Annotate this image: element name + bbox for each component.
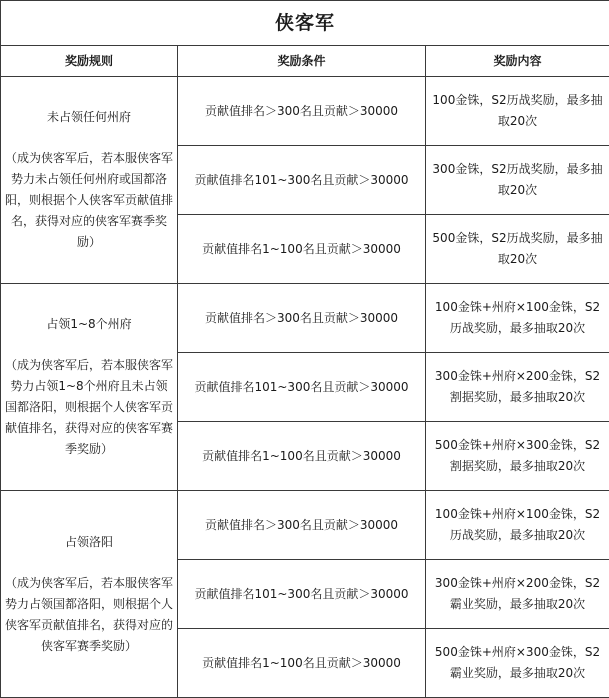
table-title: 侠客军: [1, 1, 609, 46]
reward-cell: 100金铢+州府×100金铢，S2历战奖励，最多抽取20次: [426, 284, 609, 353]
reward-cell: 100金铢，S2历战奖励，最多抽取20次: [426, 77, 609, 146]
reward-cell: 300金铢+州府×200金铢，S2霸业奖励，最多抽取20次: [426, 560, 609, 629]
condition-cell: 贡献值排名101~300名且贡献＞30000: [178, 353, 426, 422]
table-row: [1, 284, 609, 353]
reward-cell: 300金铢，S2历战奖励，最多抽取20次: [426, 146, 609, 215]
condition-cell: 贡献值排名1~100名且贡献＞30000: [178, 629, 426, 698]
rule-name: 占领洛阳: [5, 532, 173, 553]
rule-name: 未占领任何州府: [5, 107, 173, 128]
header-row: [1, 46, 609, 77]
rule-description: （成为侠客军后，若本服侠客军势力占领国都洛阳，则根据个人侠客军贡献值排名，获得对应的侠客军赛季奖励）: [5, 573, 173, 657]
condition-cell: 贡献值排名1~100名且贡献＞30000: [178, 422, 426, 491]
rule-description: （成为侠客军后，若本服侠客军势力占领1~8个州府且未占领国都洛阳，则根据个人侠客军贡献值排名，获得对应的侠客军赛季奖励）: [5, 355, 173, 460]
condition-cell: 贡献值排名＞300名且贡献＞30000: [178, 77, 426, 146]
condition-cell: 贡献值排名101~300名且贡献＞30000: [178, 146, 426, 215]
header-reward: 奖励内容: [426, 46, 609, 77]
reward-cell: 300金铢+州府×200金铢，S2割据奖励，最多抽取20次: [426, 353, 609, 422]
title-row: [1, 1, 609, 46]
reward-cell: 100金铢+州府×100金铢，S2历战奖励，最多抽取20次: [426, 491, 609, 560]
reward-cell: 500金铢+州府×300金铢，S2霸业奖励，最多抽取20次: [426, 629, 609, 698]
header-condition: 奖励条件: [178, 46, 426, 77]
reward-cell: 500金铢，S2历战奖励，最多抽取20次: [426, 215, 609, 284]
rule-description: （成为侠客军后，若本服侠客军势力未占领任何州府或国都洛阳，则根据个人侠客军贡献值排名，获得对应的侠客军赛季奖励）: [5, 148, 173, 253]
header-rule: 奖励规则: [1, 46, 178, 77]
rule-name: 占领1~8个州府: [5, 314, 173, 335]
reward-cell: 500金铢+州府×300金铢，S2割据奖励，最多抽取20次: [426, 422, 609, 491]
condition-cell: 贡献值排名101~300名且贡献＞30000: [178, 560, 426, 629]
condition-cell: 贡献值排名1~100名且贡献＞30000: [178, 215, 426, 284]
condition-cell: 贡献值排名＞300名且贡献＞30000: [178, 491, 426, 560]
rule-cell: [1, 284, 178, 491]
rule-cell: [1, 77, 178, 284]
table-row: [1, 491, 609, 560]
rule-cell: [1, 491, 178, 698]
condition-cell: 贡献值排名＞300名且贡献＞30000: [178, 284, 426, 353]
table-row: [1, 77, 609, 146]
